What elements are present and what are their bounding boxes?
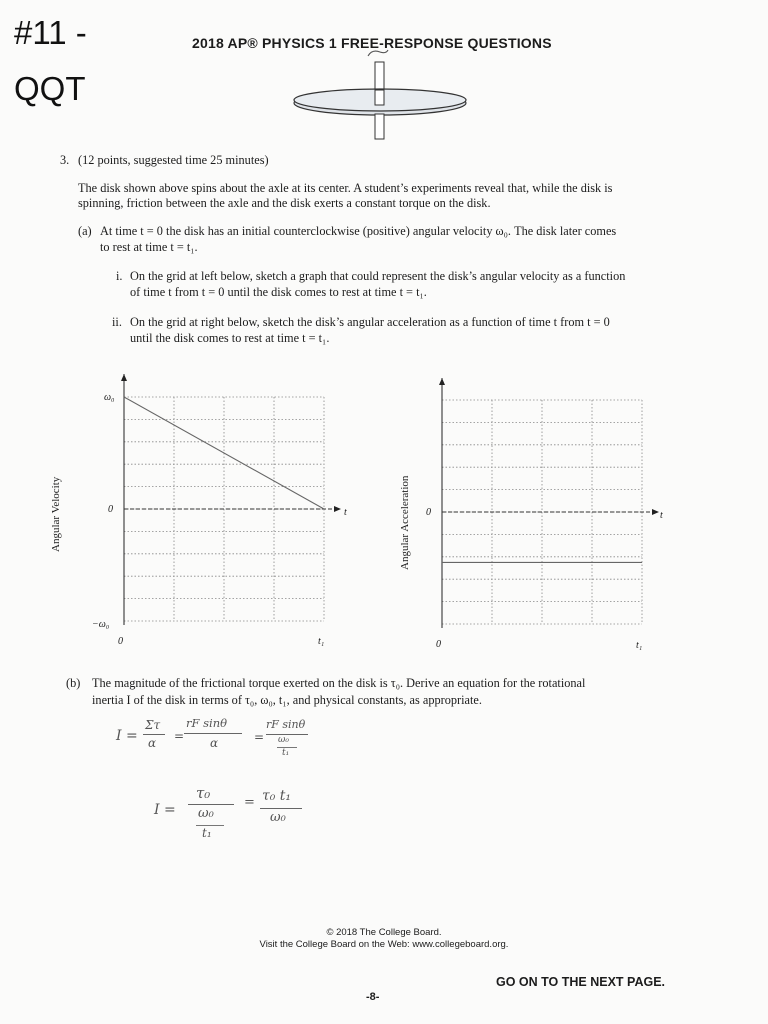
acceleration-graph-ytick-zero: 0 (426, 507, 431, 518)
hand-line1-t1: t₁ (282, 748, 290, 758)
hand-line1-alpha-2: α (210, 736, 219, 750)
velocity-graph-ytick-neg-omega0: −ω₀ (92, 619, 110, 630)
page-header-title: 2018 AP® PHYSICS 1 FREE-RESPONSE QUESTIONS (192, 35, 552, 51)
part-a-ii-label: ii. (112, 315, 122, 329)
velocity-graph-xtick-t1: t₁ (318, 636, 325, 647)
part-b-line2: inertia I of the disk in terms of τ₀, ω₀, t₁, and physical constants, as appropriate. (92, 693, 482, 707)
hand-line1-sum-torque: Στ (145, 718, 161, 732)
hand-line1-omega0: ω₀ (278, 735, 289, 745)
hand-line2-lhs: I = (154, 802, 176, 818)
acceleration-graph-xtick-t1: t₁ (636, 640, 643, 651)
footer-visit: Visit the College Board on the Web: www.collegeboard.org. (259, 939, 509, 950)
part-a-i-line1: On the grid at left below, sketch a graph that could represent the disk’s angular velocity as a function (130, 269, 626, 283)
hand-line1-fraction-bar-2 (184, 733, 242, 734)
hand-line1-lhs: I = (116, 728, 138, 744)
velocity-graph-xtick-zero: 0 (118, 636, 123, 647)
footer-copyright: © 2018 The College Board. (326, 927, 442, 938)
hand-line1-rfsin: rF sinθ (186, 716, 228, 730)
hand-line1-rfsin-2: rF sinθ (266, 718, 306, 731)
velocity-graph-ytick-zero: 0 (108, 504, 113, 515)
question-points: (12 points, suggested time 25 minutes) (78, 153, 269, 167)
hand-line1-eq3: = (254, 730, 265, 744)
hand-line2-t1: t₁ (202, 826, 212, 840)
hand-line2-fraction-bar-1 (188, 804, 234, 805)
part-a-i-line2: of time t from t = 0 until the disk comes to rest at time t = t₁. (130, 285, 427, 299)
annotation-tag: QQT (14, 70, 86, 107)
hand-line1-alpha: α (148, 736, 157, 750)
go-on-next-page: GO ON TO THE NEXT PAGE. (496, 975, 666, 989)
part-a-label: (a) (78, 224, 92, 238)
hand-line2-fraction-bar-3 (260, 808, 302, 809)
part-a-line1: At time t = 0 the disk has an initial counterclockwise (positive) angular velocity ω₀. The disk later comes (100, 224, 617, 238)
part-b-label: (b) (66, 676, 81, 690)
hand-line2-tau0-t1: τ₀ t₁ (262, 788, 292, 804)
part-a-ii-line2: until the disk comes to rest at time t = t₁. (130, 331, 330, 345)
question-intro-line2: spinning, friction between the axle and the disk exerts a constant torque on the disk. (78, 196, 491, 210)
part-a-i-label: i. (116, 269, 123, 283)
hand-line2-omega0-2: ω₀ (270, 810, 286, 825)
acceleration-graph-xaxis-label: t (660, 510, 663, 521)
question-number: 3. (60, 153, 70, 167)
velocity-graph-ytick-omega0: ω₀ (104, 392, 115, 403)
hand-line1-eq2: = (174, 729, 185, 743)
hand-line1-fraction-bar-1 (143, 734, 165, 735)
acceleration-graph-y-arrow-icon (439, 378, 445, 385)
velocity-graph-xaxis-label: t (344, 507, 347, 518)
part-a-line2: to rest at time t = t₁. (100, 240, 198, 254)
hand-line2-tau0: τ₀ (196, 784, 211, 802)
page-number: -8- (366, 991, 380, 1003)
hand-line2-eq: = (244, 795, 255, 810)
part-a-ii-line1: On the grid at right below, sketch the disk’s angular acceleration as a function of time t from t = 0 (130, 315, 610, 329)
acceleration-graph-xtick-zero: 0 (436, 639, 441, 650)
question-intro-line1: The disk shown above spins about the axle at its center. A student’s experiments reveal that, while the disk is (78, 181, 613, 195)
hand-line2-omega0: ω₀ (198, 806, 214, 821)
velocity-graph-x-arrow-icon (334, 506, 341, 512)
part-b-line1: The magnitude of the frictional torque exerted on the disk is τ₀. Derive an equation for the rotational (92, 676, 586, 690)
acceleration-graph-x-arrow-icon (652, 509, 659, 515)
annotation-number: #11 - (14, 14, 87, 51)
velocity-graph-y-arrow-icon (121, 374, 127, 381)
